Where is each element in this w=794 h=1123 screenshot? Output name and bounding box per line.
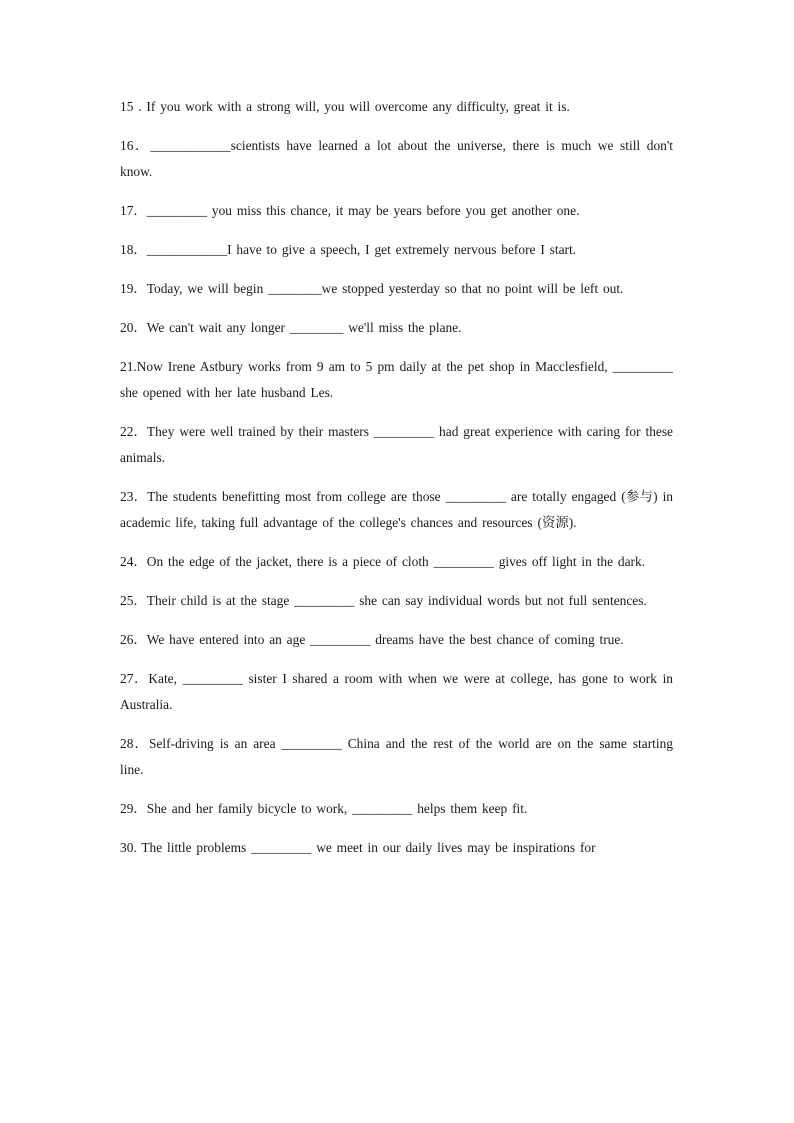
question-26: 26．We have entered into an age _________ dreams have the best chance of coming true. — [120, 632, 624, 647]
question-27: 27．Kate, _________ sister I shared a room with when we were at college, has gone to work in Australia. — [120, 671, 673, 712]
worksheet-page — [120, 94, 673, 874]
question-20: 20．We can't wait any longer ________ we'll miss the plane. — [120, 320, 462, 335]
question-18: 18．____________I have to give a speech, I get extremely nervous before I start. — [120, 242, 577, 257]
question-25: 25．Their child is at the stage _________ she can say individual words but not full sentences. — [120, 593, 647, 608]
question-19: 19．Today, we will begin ________we stopped yesterday so that no point will be left out. — [120, 281, 624, 296]
question-29: 29．She and her family bicycle to work, _________ helps them keep fit. — [120, 801, 528, 816]
question-30: 30. The little problems _________ we meet in our daily lives may be inspirations for — [120, 840, 596, 855]
question-28: 28．Self-driving is an area _________ China and the rest of the world are on the same starting line. — [120, 736, 673, 777]
question-15: 15 . If you work with a strong will, you will overcome any difficulty, great it is. — [120, 99, 570, 114]
question-17: 17．_________ you miss this chance, it may be years before you get another one. — [120, 203, 580, 218]
question-16: 16．____________scientists have learned a lot about the universe, there is much we still don't know. — [120, 138, 673, 179]
question-22: 22．They were well trained by their masters _________ had great experience with caring for these animals. — [120, 424, 673, 465]
question-23: 23．The students benefitting most from college are those _________ are totally engaged (参与) in academic life, taking full advantage of the college's chances and resources (资源). — [120, 489, 673, 530]
question-21: 21.Now Irene Astbury works from 9 am to 5 pm daily at the pet shop in Macclesfield, _________ she opened with her late husband Les. — [120, 359, 673, 400]
question-24: 24．On the edge of the jacket, there is a piece of cloth _________ gives off light in the dark. — [120, 554, 646, 569]
